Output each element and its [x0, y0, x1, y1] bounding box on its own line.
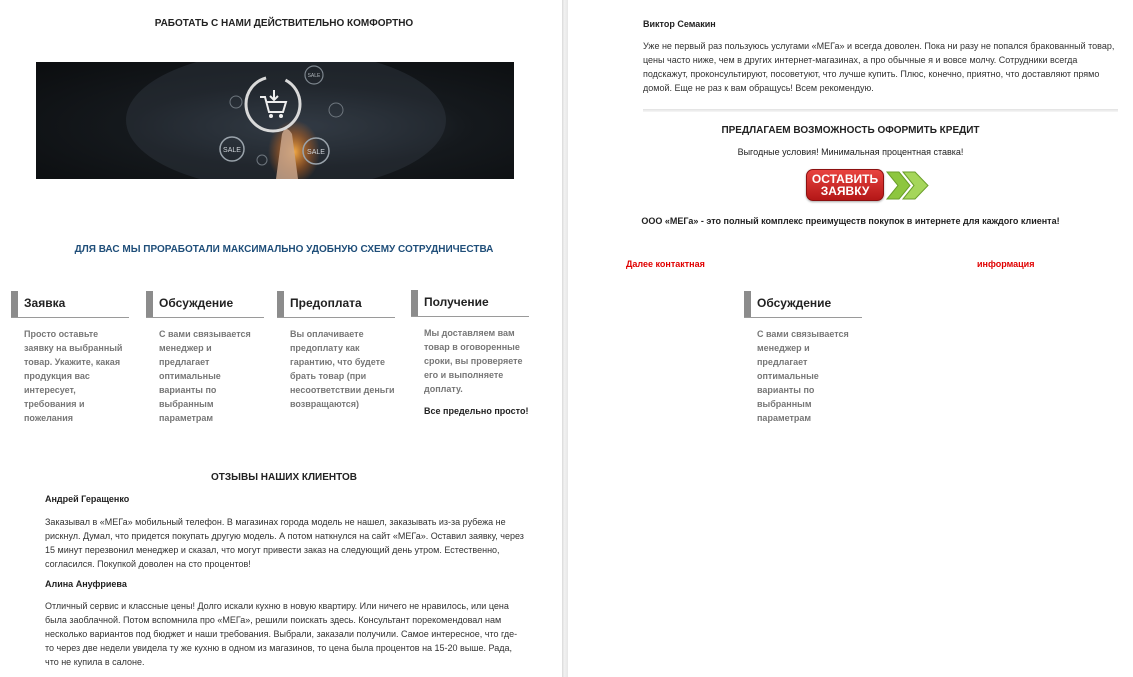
- review-text: Заказывал в «МЕГа» мобильный телефон. В магазинах города модель не нашел, заказывать из-за рубежа не рискнул. Думал, что придется покупать другую модель. А потом наткнулся на сайт «МЕГа». Оставил заявку, через 15 минут перезвонил менеджер и сказал, что могут привести заказ на следующий день утром. Естественно, согласился. Покупкой доволен на сто процентов!: [45, 517, 524, 569]
- review-text: Уже не первый раз пользуюсь услугами «МЕГа» и всегда доволен. Пока ни разу не попался бракованный товар, цены часто ниже, чем в других интернет-магазинах, а про обычные я и вовсе молчу. Сотрудники всегда подскажут, проконсультируют, посоветуют, что лучше купить. Плюс, конечно, приятно, что доставляют прямо домой. Еще не раз к вам обращусь! Всем рекомендую.: [643, 41, 1115, 93]
- contact-label-left: Далее контактная: [626, 259, 705, 269]
- review-author: Андрей Геращенко: [45, 494, 130, 504]
- sale-badge: SALE: [223, 147, 241, 154]
- step-receiving: [411, 290, 529, 418]
- credit-subtitle: Выгодные условия! Минимальная процентная ставка!: [737, 147, 964, 157]
- page-heading: РАБОТАТЬ С НАМИ ДЕЙСТВИТЕЛЬНО КОМФОРТНО: [154, 18, 414, 29]
- sale-badge: SALE: [307, 73, 321, 79]
- step-title: Обсуждение: [757, 296, 832, 310]
- step-prepayment: [277, 291, 395, 411]
- step-discussion: [146, 291, 264, 425]
- left-page: [0, 0, 562, 677]
- double-arrow-icon: [885, 170, 931, 201]
- step-title: Обсуждение: [159, 296, 234, 310]
- step-title: Заявка: [24, 296, 66, 310]
- company-slogan: ООО «МЕГа» - это полный комплекс преимуществ покупок в интернете для каждого клиента!: [641, 216, 1060, 226]
- credit-title: ПРЕДЛАГАЕМ ВОЗМОЖНОСТЬ ОФОРМИТЬ КРЕДИТ: [721, 125, 980, 136]
- right-page: [568, 0, 1133, 677]
- step-text: Вы оплачиваете предоплату как гарантию, что будете брать товар (при несоответствии деньги возвращаются): [290, 329, 395, 409]
- button-label-line2: ЗАЯВКУ: [820, 184, 870, 198]
- hero-image: [36, 62, 514, 179]
- step-request: [11, 291, 129, 425]
- step-text: Мы доставляем вам товар в оговоренные сроки, вы проверяете его и выполняете доплату.: [424, 328, 523, 394]
- step-discussion: [744, 291, 862, 425]
- step-title: Получение: [424, 295, 489, 309]
- step-extra-text: Все предельно просто!: [424, 406, 529, 416]
- step-bar: [277, 291, 284, 317]
- step-text: С вами связывается менеджер и предлагает оптимальные варианты по выбранным параметрам: [159, 329, 251, 423]
- step-text: Просто оставьте заявку на выбранный товар. Укажите, какая продукция вас интересует, требования и пожелания: [24, 329, 123, 423]
- step-bar: [411, 290, 418, 316]
- shopping-cart-illustration: [36, 62, 514, 179]
- step-bar: [146, 291, 153, 317]
- review-author: Алина Ануфриева: [45, 579, 127, 589]
- contact-label-right: информация: [977, 259, 1035, 269]
- review-text: Отличный сервис и классные цены! Долго искали кухню в новую квартиру. Или ничего не нравилось, или цена была заоблачной. Потом вспомнила про «МЕГа», решили поискать здесь. Консультант порекомендовал нам несколько вариантов под бюджет и наши требования. Выбрали, заказали получили. Самое интересное, что где-то через две недели увидела ту же кухню в одном из магазинов, то цена была процентов на 15-20 выше. Рада, что не купила в салоне.: [45, 601, 518, 667]
- review-author: Виктор Семакин: [643, 19, 716, 29]
- scheme-title: ДЛЯ ВАС МЫ ПРОРАБОТАЛИ МАКСИМАЛЬНО УДОБНУЮ СХЕМУ СОТРУДНИЧЕСТВА: [74, 244, 494, 255]
- sale-badge: SALE: [307, 149, 325, 156]
- step-title: Предоплата: [290, 296, 362, 310]
- leave-request-button[interactable]: [806, 169, 884, 201]
- step-text: С вами связывается менеджер и предлагает оптимальные варианты по выбранным параметрам: [757, 329, 849, 423]
- step-bar: [744, 291, 751, 317]
- reviews-title: ОТЗЫВЫ НАШИХ КЛИЕНТОВ: [211, 472, 357, 483]
- button-label-line1: ОСТАВИТЬ: [811, 172, 879, 186]
- step-bar: [11, 291, 18, 317]
- section-divider: [643, 109, 1118, 112]
